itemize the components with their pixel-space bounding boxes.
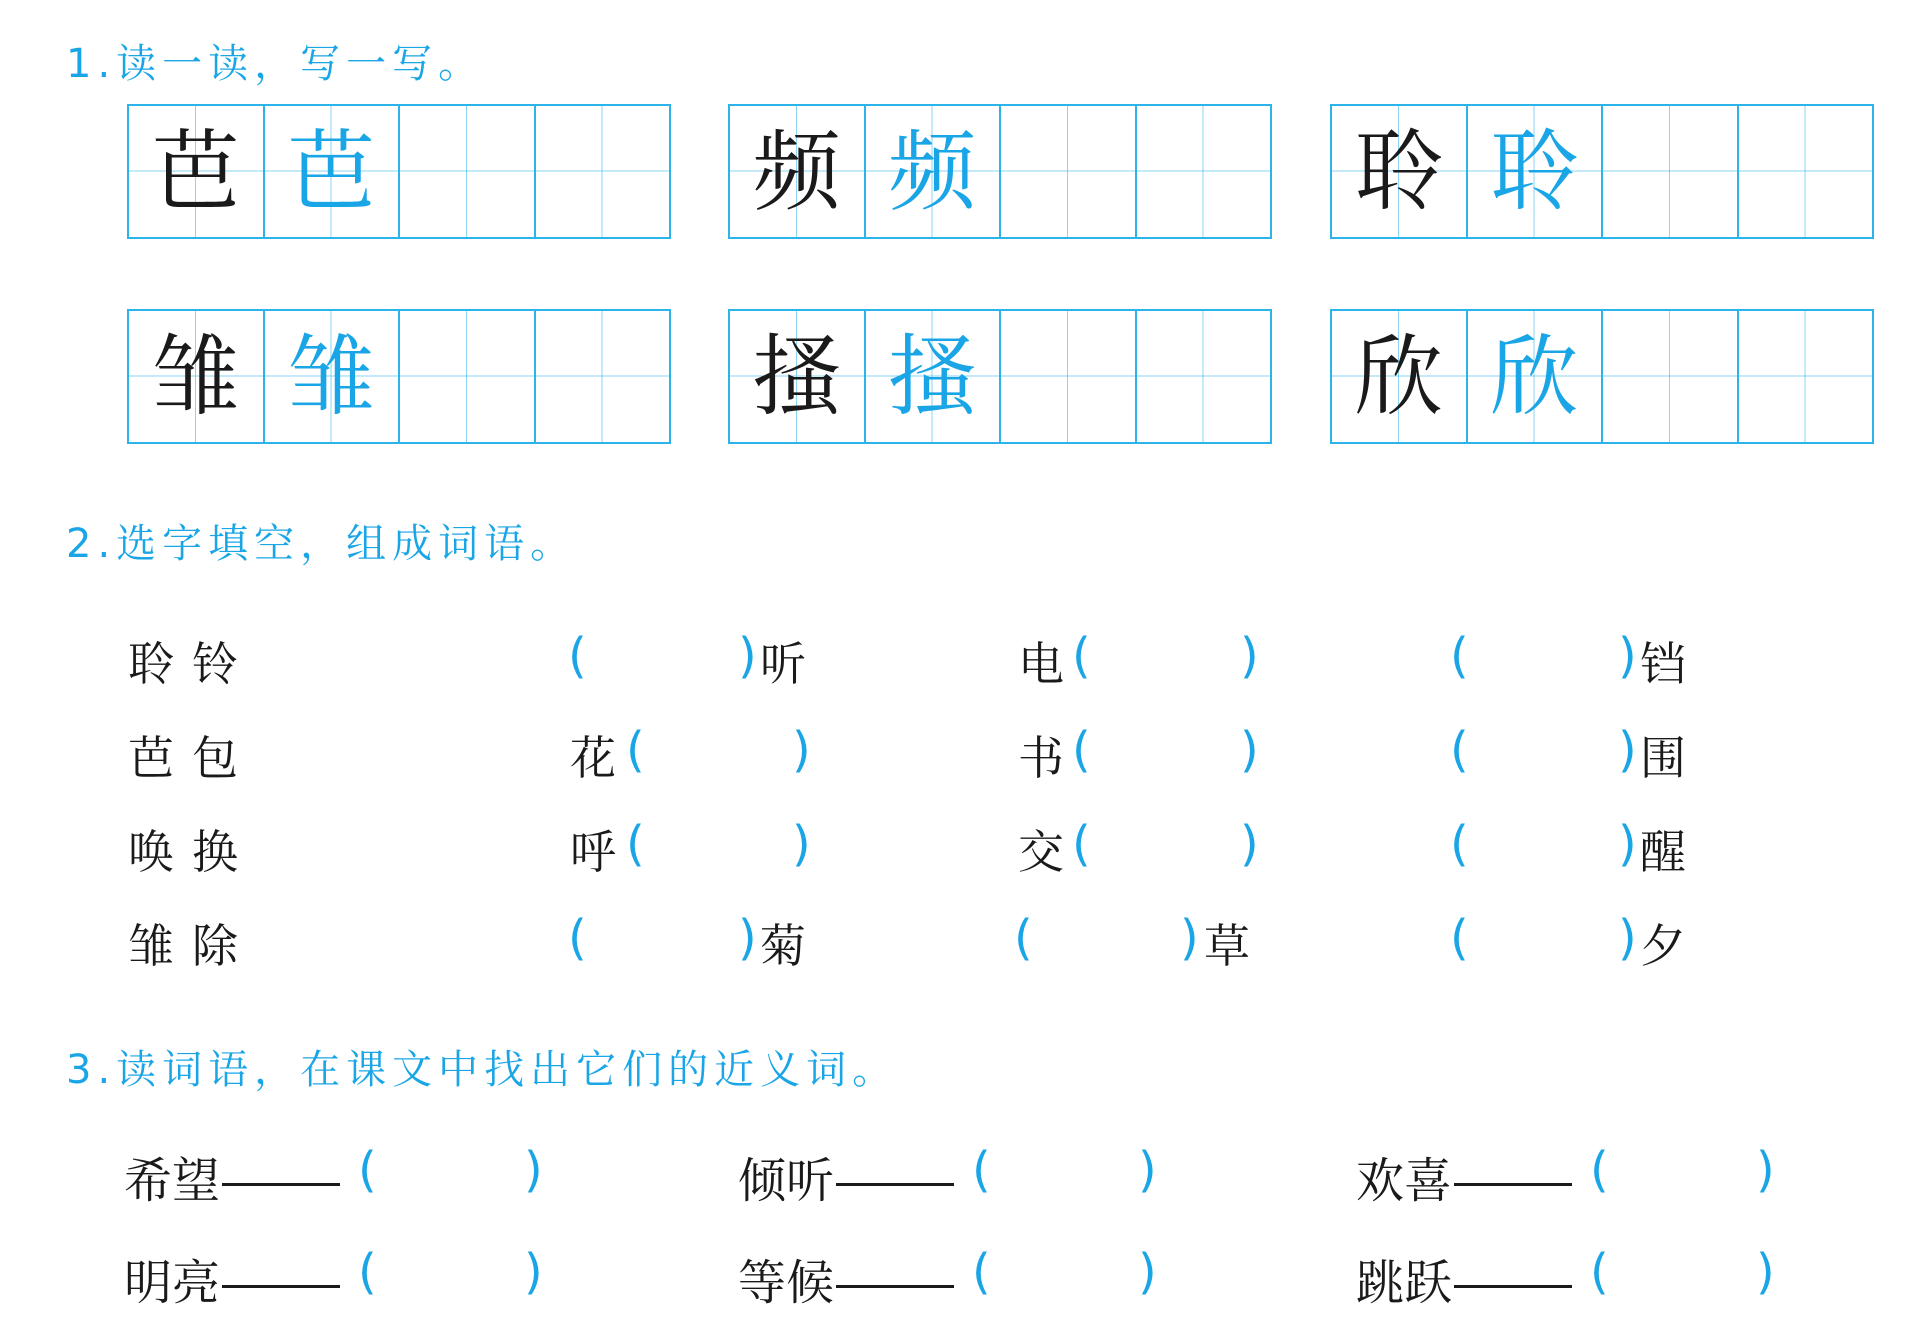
trace-char-cell: 欣: [1468, 311, 1604, 442]
trace-char-cell: 雏: [265, 311, 401, 442]
paren-close: ): [1138, 1142, 1157, 1198]
blank-write-cell[interactable]: [1739, 311, 1873, 442]
char-pair: 芭包: [128, 731, 256, 785]
paren-open: (: [358, 1142, 377, 1198]
synonym-word: 希望: [124, 1153, 221, 1209]
paren-close: ): [1756, 1244, 1775, 1300]
model-char-cell: 搔: [730, 311, 866, 442]
model-char-cell: 雏: [129, 311, 265, 442]
section2-heading: 2.选字填空，组成词语。: [66, 521, 577, 567]
synonym-item: [738, 1142, 956, 1211]
word-fixed-char: 书: [1018, 731, 1064, 785]
paren-open: (: [1450, 816, 1469, 872]
writing-grid-3: [1330, 104, 1874, 239]
char-pair: 唤换: [128, 825, 256, 879]
writing-grid-2: [728, 104, 1272, 239]
synonym-item: [1356, 1142, 1574, 1211]
blank-write-cell[interactable]: [1603, 311, 1739, 442]
model-char-cell: 频: [730, 106, 866, 237]
dash-line: [1454, 1183, 1572, 1186]
synonym-item: [1356, 1244, 1574, 1313]
synonym-word: 明亮: [124, 1255, 221, 1311]
section1-heading: 1.读一读，写一写。: [66, 41, 485, 87]
synonym-item: [738, 1244, 956, 1313]
dash-line: [222, 1183, 340, 1186]
paren-close: ): [738, 910, 757, 966]
paren-open: (: [626, 816, 645, 872]
trace-char-cell: 搔: [866, 311, 1002, 442]
paren-close: ): [738, 628, 757, 684]
paren-open: (: [1014, 910, 1033, 966]
blank-write-cell[interactable]: [1137, 311, 1271, 442]
model-char-cell: 聆: [1332, 106, 1468, 237]
trace-char-cell: 芭: [265, 106, 401, 237]
word-fixed-char: 铛: [1640, 637, 1686, 691]
blank-write-cell[interactable]: [1001, 311, 1137, 442]
blank-write-cell[interactable]: [400, 106, 536, 237]
paren-close: ): [1240, 722, 1259, 778]
paren-open: (: [1072, 816, 1091, 872]
paren-close: ): [792, 722, 811, 778]
paren-open: (: [358, 1244, 377, 1300]
trace-char-cell: 频: [866, 106, 1002, 237]
paren-open: (: [972, 1142, 991, 1198]
word-fixed-char: 交: [1018, 825, 1064, 879]
synonym-word: 倾听: [738, 1153, 835, 1209]
dash-line: [836, 1285, 954, 1288]
word-fixed-char: 听: [760, 637, 806, 691]
word-fixed-char: 呼: [570, 825, 616, 879]
blank-write-cell[interactable]: [1739, 106, 1873, 237]
paren-open: (: [568, 910, 587, 966]
writing-grid-5: [728, 309, 1272, 444]
paren-close: ): [1180, 910, 1199, 966]
blank-write-cell[interactable]: [400, 311, 536, 442]
paren-open: (: [1590, 1142, 1609, 1198]
word-fixed-char: 菊: [760, 919, 806, 973]
word-fixed-char: 围: [1640, 731, 1686, 785]
paren-open: (: [1450, 910, 1469, 966]
model-char-cell: 欣: [1332, 311, 1468, 442]
paren-close: ): [1618, 816, 1637, 872]
writing-grid-4: [127, 309, 671, 444]
synonym-word: 欢喜: [1356, 1153, 1453, 1209]
synonym-item: [124, 1142, 342, 1211]
blank-write-cell[interactable]: [1001, 106, 1137, 237]
paren-close: ): [1240, 628, 1259, 684]
dash-line: [1454, 1285, 1572, 1288]
char-pair: 雏除: [128, 919, 256, 973]
writing-grid-1: [127, 104, 671, 239]
paren-close: ): [1618, 910, 1637, 966]
dash-line: [836, 1183, 954, 1186]
paren-close: ): [524, 1142, 543, 1198]
paren-open: (: [1450, 628, 1469, 684]
paren-open: (: [1072, 628, 1091, 684]
paren-open: (: [626, 722, 645, 778]
word-fixed-char: 草: [1204, 919, 1250, 973]
paren-close: ): [792, 816, 811, 872]
synonym-word: 跳跃: [1356, 1255, 1453, 1311]
paren-close: ): [1618, 722, 1637, 778]
blank-write-cell[interactable]: [536, 106, 670, 237]
paren-close: ): [1138, 1244, 1157, 1300]
blank-write-cell[interactable]: [1603, 106, 1739, 237]
synonym-item: [124, 1244, 342, 1313]
paren-open: (: [972, 1244, 991, 1300]
synonym-word: 等候: [738, 1255, 835, 1311]
blank-write-cell[interactable]: [1137, 106, 1271, 237]
paren-close: ): [524, 1244, 543, 1300]
paren-close: ): [1756, 1142, 1775, 1198]
paren-open: (: [1590, 1244, 1609, 1300]
model-char-cell: 芭: [129, 106, 265, 237]
blank-write-cell[interactable]: [536, 311, 670, 442]
section3-heading: 3.读词语，在课文中找出它们的近义词。: [66, 1047, 899, 1093]
word-fixed-char: 夕: [1640, 919, 1686, 973]
paren-open: (: [1450, 722, 1469, 778]
paren-open: (: [568, 628, 587, 684]
word-fixed-char: 花: [570, 731, 616, 785]
paren-close: ): [1240, 816, 1259, 872]
dash-line: [222, 1285, 340, 1288]
trace-char-cell: 聆: [1468, 106, 1604, 237]
char-pair: 聆铃: [128, 637, 256, 691]
paren-open: (: [1072, 722, 1091, 778]
word-fixed-char: 电: [1018, 637, 1064, 691]
writing-grid-6: [1330, 309, 1874, 444]
word-fixed-char: 醒: [1640, 825, 1686, 879]
paren-close: ): [1618, 628, 1637, 684]
